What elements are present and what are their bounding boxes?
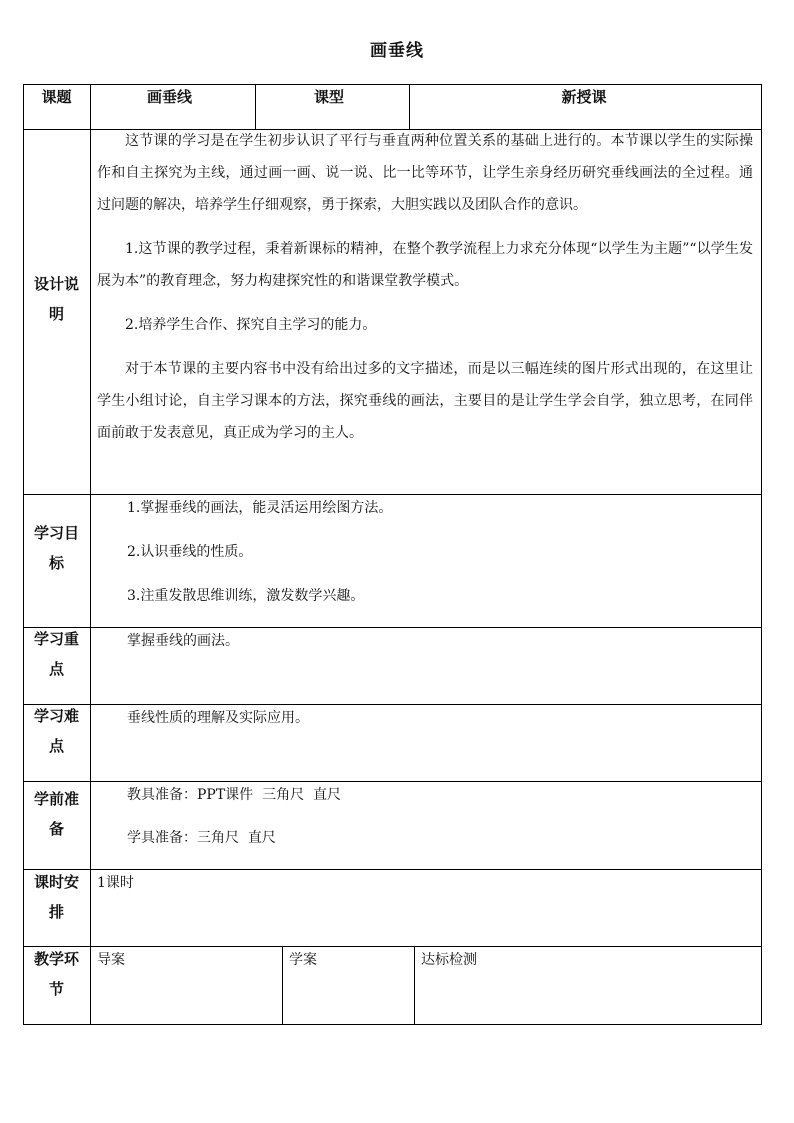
- teaching-column-divider: [414, 946, 415, 1025]
- teaching-label: 教学环节: [33, 950, 79, 998]
- design-paragraph: 2.培养学生合作、探究自主学习的能力。: [125, 317, 377, 333]
- topic-value: 画垂线: [147, 88, 193, 106]
- label-column-divider: [90, 84, 91, 1025]
- goal-item: 3.注重发散思维训练，激发数学兴趣。: [127, 588, 365, 604]
- preparation-label: 学前准备: [33, 790, 79, 838]
- student-preparation: 学具准备：三角尺 直尺: [127, 830, 276, 846]
- teaching-study-header: 学案: [289, 952, 317, 968]
- difficulty-text: 垂线性质的理解及实际应用。: [127, 710, 309, 726]
- teaching-guide-header: 导案: [97, 952, 125, 968]
- table-border-top: [23, 84, 762, 85]
- document-title: 画垂线: [370, 41, 424, 61]
- row-divider: [23, 781, 762, 782]
- teaching-column-divider: [282, 946, 283, 1025]
- design-label: 设计说明: [33, 275, 79, 323]
- row-divider: [23, 946, 762, 947]
- topic-label: 课题: [41, 88, 72, 106]
- row-divider: [23, 627, 762, 628]
- goal-item: 1.掌握垂线的画法，能灵活运用绘图方法。: [127, 500, 393, 516]
- design-paragraph: 对于本节课的主要内容书中没有给出过多的文字描述，而是以三幅连续的图片形式出现的，在这里让学生小组讨论，自主学习课本的方法，探究垂线的画法，主要目的是让学生学会自学，独立思考，在同伴面前敢于发表意见，真正成为学习的主人。: [97, 361, 753, 441]
- type-value: 新授课: [561, 88, 607, 106]
- lesson-plan-table: [23, 84, 762, 1025]
- key-point-label: 学习重点: [33, 630, 79, 678]
- teaching-test-header: 达标检测: [421, 952, 477, 968]
- goal-item: 2.认识垂线的性质。: [127, 544, 253, 560]
- design-paragraph: 这节课的学习是在学生初步认识了平行与垂直两种位置关系的基础上进行的。本节课以学生的实际操作和自主探究为主线，通过画一画、说一说、比一比等环节，让学生亲身经历研究垂线画法的全过程。通过问题的解决，培养学生仔细观察，勇于探索，大胆实践以及团队合作的意识。: [97, 133, 753, 213]
- key-point-text: 掌握垂线的画法。: [127, 633, 239, 649]
- table-border-right: [761, 84, 762, 1025]
- teacher-preparation: 教具准备：PPT课件 三角尺 直尺: [127, 787, 341, 803]
- row-divider: [23, 869, 762, 870]
- row-divider: [23, 704, 762, 705]
- difficulty-label: 学习难点: [33, 707, 79, 755]
- row-divider: [23, 494, 762, 495]
- schedule-label: 课时安排: [33, 873, 79, 921]
- table-border-bottom: [23, 1024, 762, 1025]
- type-label: 课型: [313, 88, 344, 106]
- goals-label: 学习目标: [33, 524, 79, 572]
- design-paragraph: 1.这节课的教学过程，秉着新课标的精神，在整个教学流程上力求充分体现“以学生为主题”“以学生发展为本”的教育理念，努力构建探究性的和谐课堂教学模式。: [97, 241, 753, 289]
- schedule-text: 1课时: [97, 875, 134, 891]
- design-text: [97, 125, 753, 449]
